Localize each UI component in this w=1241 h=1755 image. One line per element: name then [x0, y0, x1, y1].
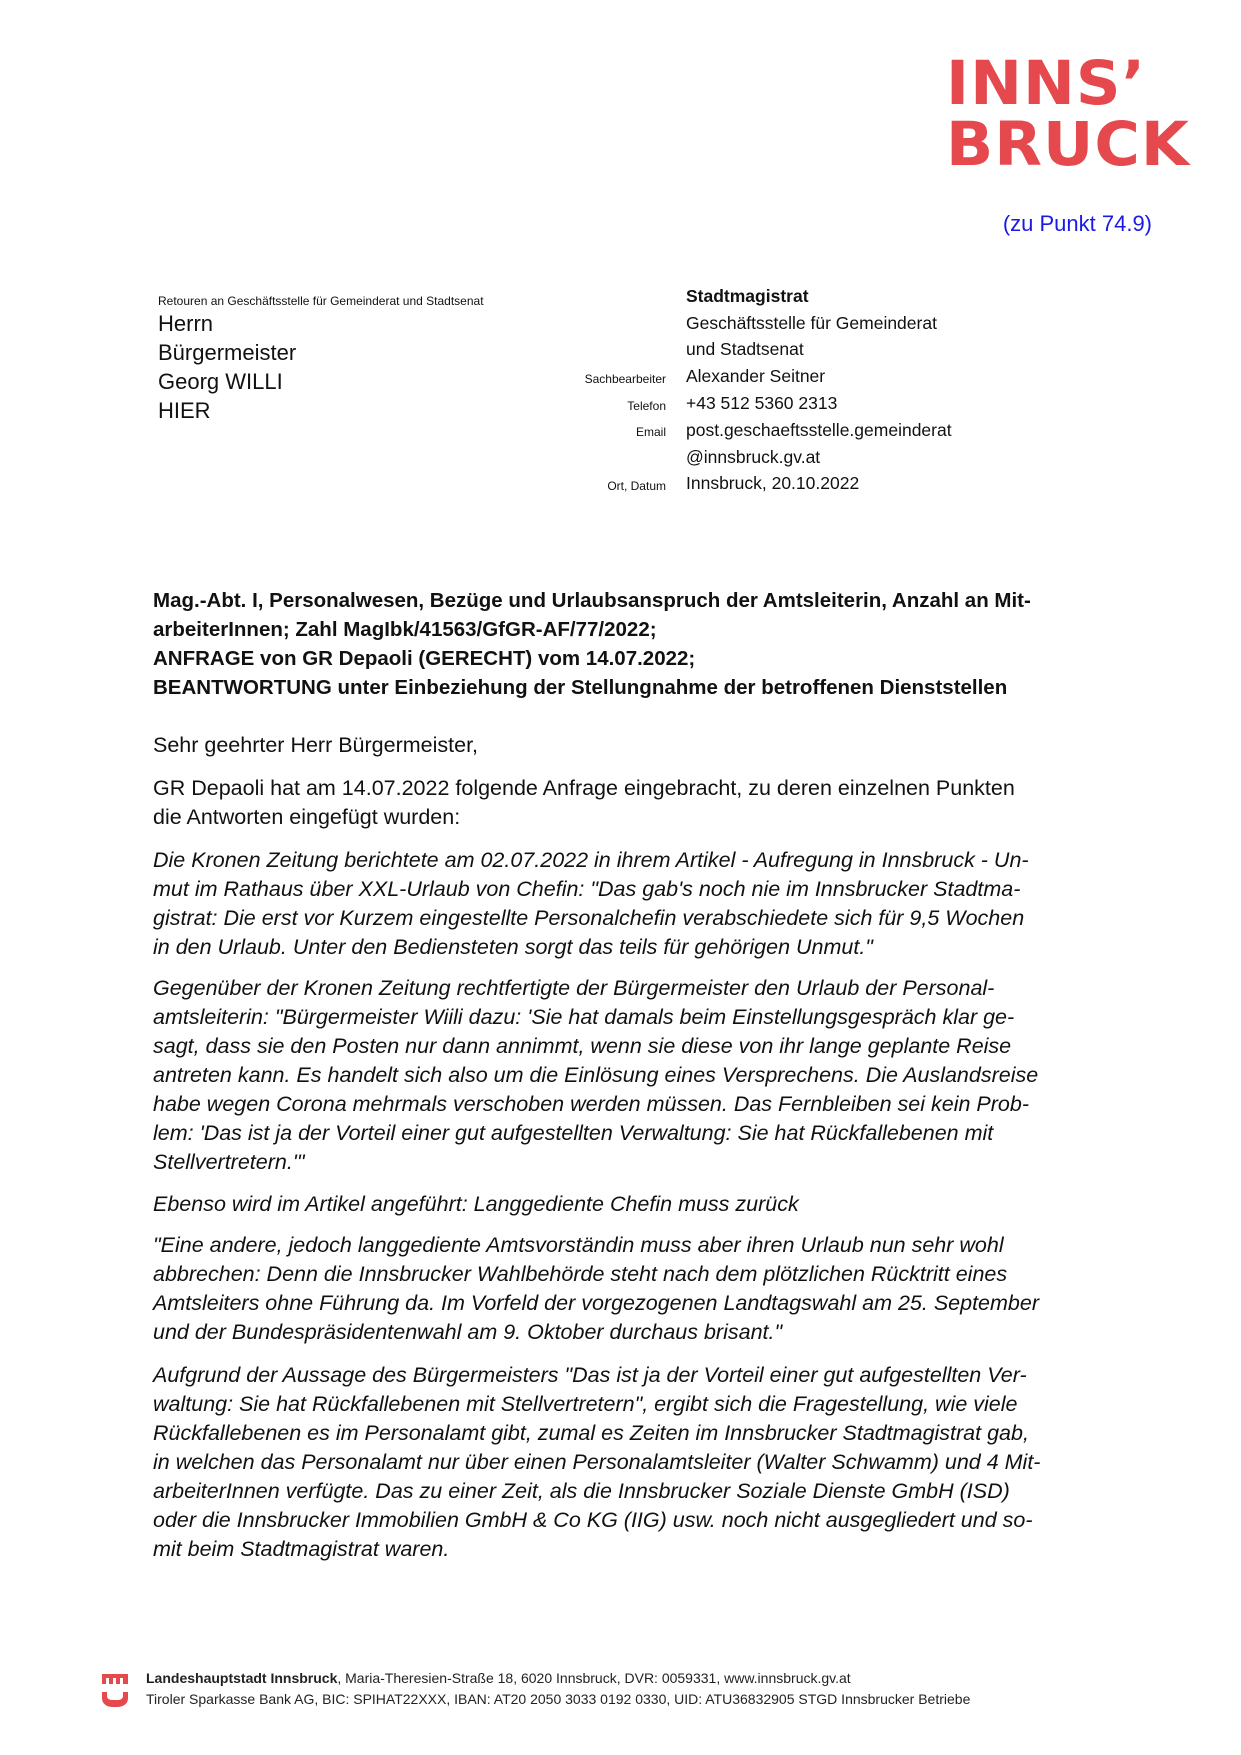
footer-bank: Tiroler Sparkasse Bank AG, BIC: SPIHAT22XXX, IBAN: AT20 2050 3033 0192 0330, UID: ATU36832905 STGD Innsbrucker Betriebe — [146, 1691, 971, 1707]
field-label: Telefon — [627, 398, 666, 413]
field-value: @innsbruck.gv.at — [686, 446, 821, 467]
recipient-line: HIER — [158, 398, 211, 423]
recipient-line: Georg WILLI — [158, 369, 283, 394]
paragraph-line: Gegenüber der Kronen Zeitung rechtfertigte der Bürgermeister den Urlaub der Personal- — [153, 976, 995, 1000]
paragraph-line: Sehr geehrter Herr Bürgermeister, — [153, 733, 479, 757]
field-label — [560, 455, 686, 459]
paragraph — [153, 1231, 1143, 1347]
subject-line: ANFRAGE von GR Depaoli (GERECHT) vom 14.07.2022; — [153, 647, 696, 670]
paragraph-line: amtsleiterin: "Bürgermeister Wiili dazu: 'Sie hat damals beim Einstellungsgespräch klar ge- — [153, 1005, 1015, 1029]
footer — [100, 1668, 970, 1710]
paragraph-line: und der Bundespräsidentenwahl am 9. Oktober durchaus brisant." — [153, 1320, 783, 1344]
recipient-address — [158, 309, 296, 425]
recipient-line: Bürgermeister — [158, 340, 297, 365]
subject-line: BEANTWORTUNG unter Einbeziehung der Stellungnahme der betroffenen Dienststellen — [153, 676, 1008, 699]
paragraph — [153, 731, 1143, 760]
paragraph-line: Stellvertretern.'" — [153, 1150, 305, 1174]
paragraph-line: die Antworten eingefügt wurden: — [153, 805, 461, 829]
field-value: Alexander Seitner — [686, 366, 826, 387]
subject-line: Mag.-Abt. I, Personalwesen, Bezüge und Urlaubsanspruch der Amtsleiterin, Anzahl an Mit- — [153, 589, 1031, 612]
field-value: post.geschaeftsstelle.gemeinderat — [686, 419, 952, 440]
paragraph-line: in welchen das Personalamt nur über einen Personalamtsleiter (Walter Schwamm) und 4 Mit- — [153, 1450, 1041, 1474]
field-label: Ort, Datum — [607, 478, 666, 493]
field-label: Email — [635, 425, 666, 440]
paragraph-line: gistrat: Die erst vor Kurzem eingestellte Personalchefin verabschiedete sich für 9,5 Wochen — [153, 906, 1025, 930]
paragraph-line: "Eine andere, jedoch langgediente Amtsvorständin muss aber ihren Urlaub nun sehr wohl — [153, 1233, 1004, 1257]
paragraph — [153, 846, 1143, 962]
paragraph-line: lem: 'Das ist ja der Vorteil einer gut aufgestellten Verwaltung: Sie hat Rückfallebenen mit — [153, 1121, 994, 1145]
paragraph-line: in den Urlaub. Unter den Bediensteten sorgt das teils für gehörigen Unmut." — [153, 935, 873, 959]
subject-heading — [153, 586, 1143, 702]
field-value: Innsbruck, 20.10.2022 — [686, 473, 860, 494]
innsbruck-logo — [946, 47, 1191, 180]
paragraph-line: abbrechen: Denn die Innsbrucker Wahlbehörde steht nach dem plötzlichen Rücktritt eines — [153, 1262, 1008, 1286]
paragraph-line: waltung: Sie hat Rückfallebenen mit Stellvertretern", ergibt sich die Fragestellung, wie viele — [153, 1392, 1018, 1416]
paragraph-line: antreten kann. Es handelt sich also um die Einlösung eines Versprechens. Die Auslandsreise — [153, 1063, 1039, 1087]
sender-org: Stadtmagistrat — [686, 285, 809, 306]
paragraph-line: Aufgrund der Aussage des Bürgermeisters "Das ist ja der Vorteil einer gut aufgestellten Ver- — [153, 1363, 1027, 1387]
paragraph — [153, 774, 1143, 832]
paragraph-line: GR Depaoli hat am 14.07.2022 folgende Anfrage eingebracht, zu deren einzelnen Punkten — [153, 776, 1015, 800]
field-value: +43 512 5360 2313 — [686, 393, 838, 414]
footer-address: , Maria-Theresien-Straße 18, 6020 Innsbruck, DVR: 0059331, www.innsbruck.gv.at — [337, 1670, 851, 1686]
paragraph-line: Rückfallebenen es im Personalamt gibt, zumal es Zeiten im Innsbrucker Stadtmagistrat gab, — [153, 1421, 1029, 1445]
return-address: Retouren an Geschäftsstelle für Gemeinderat und Stadtsenat — [158, 294, 484, 308]
recipient-line: Herrn — [158, 311, 214, 336]
paragraph-line: Ebenso wird im Artikel angeführt: Langgediente Chefin muss zurück — [153, 1192, 799, 1216]
logo-line-1: INNS’ — [946, 47, 1147, 119]
subject-line: arbeiterInnen; Zahl MagIbk/41563/GfGR-AF/77/2022; — [153, 618, 657, 641]
sender-dept: Geschäftsstelle für Gemeinderat — [686, 312, 937, 333]
paragraph-line: sagt, dass sie den Posten nur dann annimmt, wenn sie diese von ihr lange geplante Reise — [153, 1034, 1012, 1058]
paragraph-line: Amtsleiters ohne Führung da. Im Vorfeld der vorgezogenen Landtagswahl am 25. September — [153, 1291, 1039, 1315]
paragraph-line: mit beim Stadtmagistrat waren. — [153, 1537, 450, 1561]
paragraph-line: arbeiterInnen verfügte. Das zu einer Zeit, als die Innsbrucker Soziale Dienste GmbH (ISD) — [153, 1479, 1010, 1503]
field-label: Sachbearbeiter — [584, 371, 666, 386]
agenda-reference: (zu Punkt 74.9) — [1002, 211, 1152, 236]
paragraph-line: Die Kronen Zeitung berichtete am 02.07.2022 in ihrem Artikel - Aufregung in Innsbruck - Un- — [153, 848, 1029, 872]
sender-dept: und Stadtsenat — [686, 339, 804, 360]
sender-info — [560, 283, 952, 497]
paragraph-line: oder die Innsbrucker Immobilien GmbH & Co KG (IIG) usw. noch nicht ausgegliedert und so- — [153, 1508, 1033, 1532]
city-emblem-icon — [100, 1670, 130, 1710]
paragraph-line: habe wegen Corona mehrmals verschoben werden müssen. Das Fernbleiben sei kein Prob- — [153, 1092, 1029, 1116]
paragraph-line: mut im Rathaus über XXL-Urlaub von Chefin: "Das gab's noch nie im Innsbrucker Stadtma- — [153, 877, 1021, 901]
paragraph — [153, 1190, 1143, 1219]
paragraph — [153, 974, 1143, 1177]
paragraph — [153, 1361, 1143, 1564]
logo-line-2: BRUCK — [946, 108, 1190, 180]
footer-org: Landeshauptstadt Innsbruck — [146, 1670, 338, 1686]
